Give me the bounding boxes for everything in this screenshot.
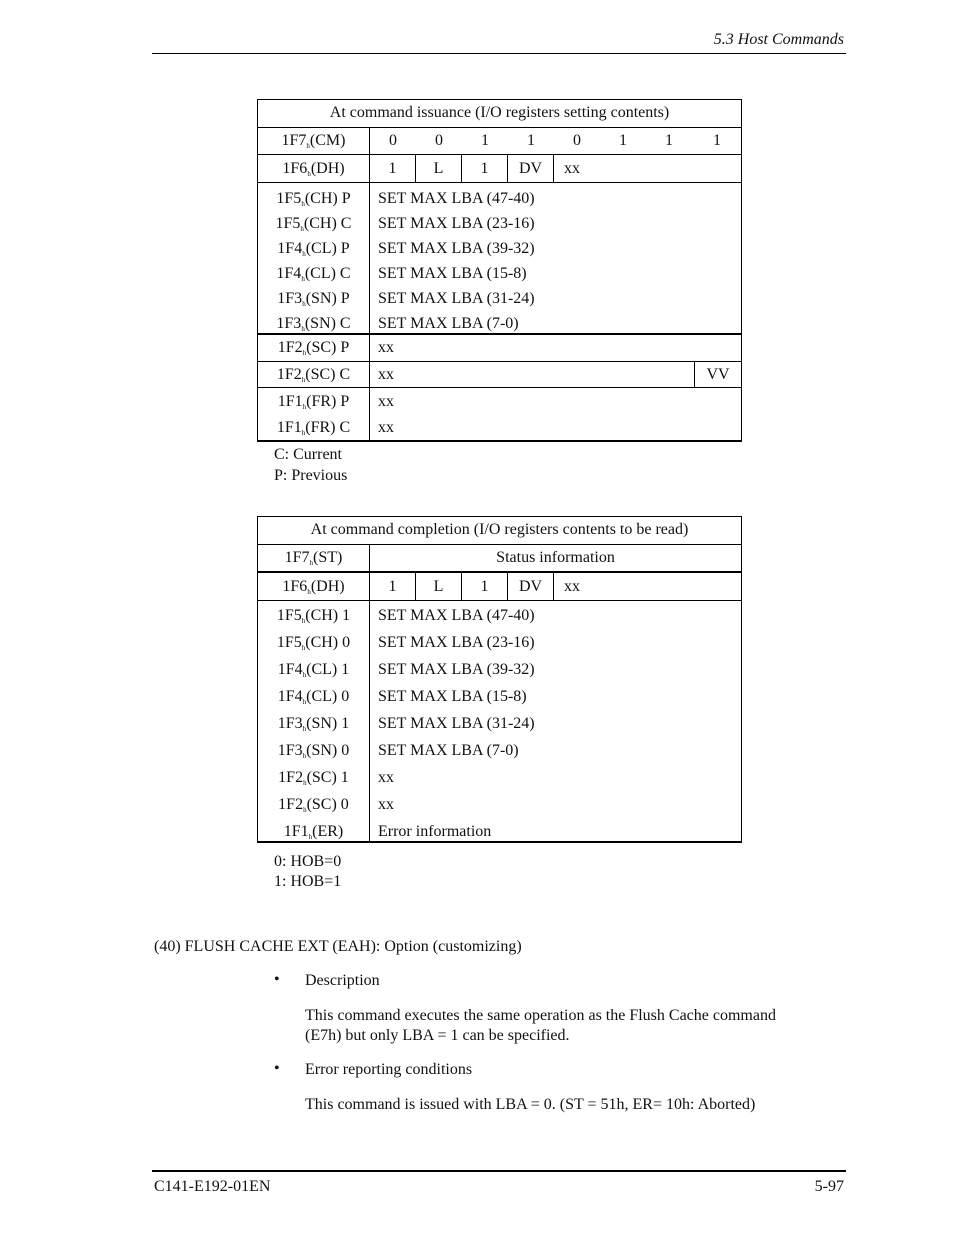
issuance-table-title: At command issuance (I/O registers setting contents) bbox=[258, 100, 741, 128]
completion-labels: $1F5_h(CH)$ 1 $1F5_h(CH)$ 0 $1F4_h(CL)$ 1 $1F4_h(CL)$ 0 $1F3_h(SN)$ 1 $1F3_h(SN)$ 0 $1F2_h(SC)$ 1 $1F2_h(SC)$ 0 $1F1_h(ER)$ bbox=[258, 601, 370, 841]
cm-bit-2: 1 bbox=[619, 132, 627, 149]
section-heading: (40) FLUSH CACHE EXT (EAH): Option (customizing) bbox=[154, 938, 522, 955]
dh2-rest: xx bbox=[564, 578, 580, 595]
footer-rule bbox=[152, 1170, 846, 1172]
st-row bbox=[258, 545, 741, 573]
lba-block bbox=[258, 183, 741, 335]
note-previous: P: Previous bbox=[274, 467, 348, 484]
lba-value: SET MAX LBA (23-16) bbox=[378, 215, 535, 232]
note-hob0: 0: HOB=0 bbox=[274, 853, 342, 870]
completion-value: SET MAX LBA (31-24) bbox=[378, 715, 535, 732]
completion-value: SET MAX LBA (23-16) bbox=[378, 634, 535, 651]
completion-table bbox=[257, 516, 742, 843]
header-rule bbox=[152, 53, 846, 54]
lba-value: SET MAX LBA (47-40) bbox=[378, 190, 535, 207]
fr-values bbox=[378, 388, 394, 441]
dh-row bbox=[258, 155, 741, 183]
note-current: C: Current bbox=[274, 446, 342, 463]
completion-value: SET MAX LBA (39-32) bbox=[378, 661, 535, 678]
cm-bit-0: 1 bbox=[713, 132, 721, 149]
page-number: 5-97 bbox=[814, 1178, 844, 1195]
dh2-bit-6: L bbox=[416, 573, 462, 600]
sc-p-label: $1F2_h(SC)$ P bbox=[258, 335, 370, 361]
dh-bit-4: DV bbox=[508, 155, 554, 182]
completion-value: SET MAX LBA (15-8) bbox=[378, 688, 527, 705]
dh-label: $1F6_h(DH)$ bbox=[258, 155, 370, 182]
cm-bit-4: 1 bbox=[527, 132, 535, 149]
cm-bits bbox=[370, 128, 741, 154]
fr-value: xx bbox=[378, 419, 394, 436]
completion-table-title: At command completion (I/O registers contents to be read) bbox=[258, 517, 741, 545]
dh2-bit-7: 1 bbox=[370, 573, 416, 600]
fr-block bbox=[258, 388, 741, 442]
cm-label: $1F7_h(CM)$ bbox=[258, 128, 370, 154]
bullet-icon: • bbox=[274, 971, 280, 988]
cm-bit-5: 1 bbox=[481, 132, 489, 149]
dh2-bit-5: 1 bbox=[462, 573, 508, 600]
lba-value: SET MAX LBA (15-8) bbox=[378, 265, 527, 282]
bullet-label-error-reporting: Error reporting conditions bbox=[305, 1061, 473, 1078]
description-line-2: (E7h) but only LBA = 1 can be specified. bbox=[305, 1027, 570, 1044]
sc-p-value: xx bbox=[378, 339, 394, 356]
dh2-bit-4: DV bbox=[508, 573, 554, 600]
st-label: $1F7_h(ST)$ bbox=[258, 545, 370, 571]
lba-value: SET MAX LBA (31-24) bbox=[378, 290, 535, 307]
dh-row-2 bbox=[258, 573, 741, 601]
dh-bits-2 bbox=[370, 573, 741, 600]
lba-values bbox=[378, 183, 535, 336]
completion-value: Error information bbox=[378, 823, 492, 840]
error-reporting-line: This command is issued with LBA = 0. (ST = 51h, ER= 10h: Aborted) bbox=[305, 1096, 756, 1113]
dh-rest: xx bbox=[564, 160, 580, 177]
fr-value: xx bbox=[378, 393, 394, 410]
lba-labels: $1F5_h(CH)$ P $1F5_h(CH)$ C $1F4_h(CL)$ P $1F4_h(CL)$ C $1F3_h(SN)$ P $1F3_h(SN)$ C bbox=[258, 183, 370, 333]
description-line-1: This command executes the same operation as the Flush Cache command bbox=[305, 1007, 776, 1024]
doc-id: C141-E192-01EN bbox=[154, 1178, 271, 1195]
fr-labels: $1F1_h(FR)$ P $1F1_h(FR)$ C bbox=[258, 388, 370, 440]
lba-value: SET MAX LBA (39-32) bbox=[378, 240, 535, 257]
completion-value: SET MAX LBA (7-0) bbox=[378, 742, 519, 759]
sc-c-value: xx bbox=[378, 366, 394, 383]
bullet-icon: • bbox=[274, 1060, 280, 1077]
dh-bit-5: 1 bbox=[462, 155, 508, 182]
lba-value: SET MAX LBA (7-0) bbox=[378, 315, 519, 332]
completion-rows-block bbox=[258, 601, 741, 843]
note-hob1: 1: HOB=1 bbox=[274, 873, 342, 890]
sc-p-row bbox=[258, 335, 741, 362]
bullet-label-description: Description bbox=[305, 972, 380, 989]
completion-values bbox=[378, 601, 535, 845]
dh-bits bbox=[370, 155, 741, 182]
running-header: 5.3 Host Commands bbox=[713, 31, 844, 48]
cm-bit-3: 0 bbox=[573, 132, 581, 149]
sc-c-row bbox=[258, 362, 741, 388]
cm-bit-7: 0 bbox=[389, 132, 397, 149]
dh-label-2: $1F6_h(DH)$ bbox=[258, 573, 370, 600]
cm-bit-6: 0 bbox=[435, 132, 443, 149]
dh-bit-6: L bbox=[416, 155, 462, 182]
completion-value: xx bbox=[378, 796, 394, 813]
sc-c-label: $1F2_h(SC)$ C bbox=[258, 362, 370, 387]
st-value: Status information bbox=[496, 549, 615, 566]
issuance-table bbox=[257, 99, 742, 442]
completion-value: SET MAX LBA (47-40) bbox=[378, 607, 535, 624]
vv-flag: VV bbox=[694, 362, 741, 387]
cm-bit-1: 1 bbox=[665, 132, 673, 149]
dh-bit-7: 1 bbox=[370, 155, 416, 182]
cm-row bbox=[258, 128, 741, 155]
completion-value: xx bbox=[378, 769, 394, 786]
